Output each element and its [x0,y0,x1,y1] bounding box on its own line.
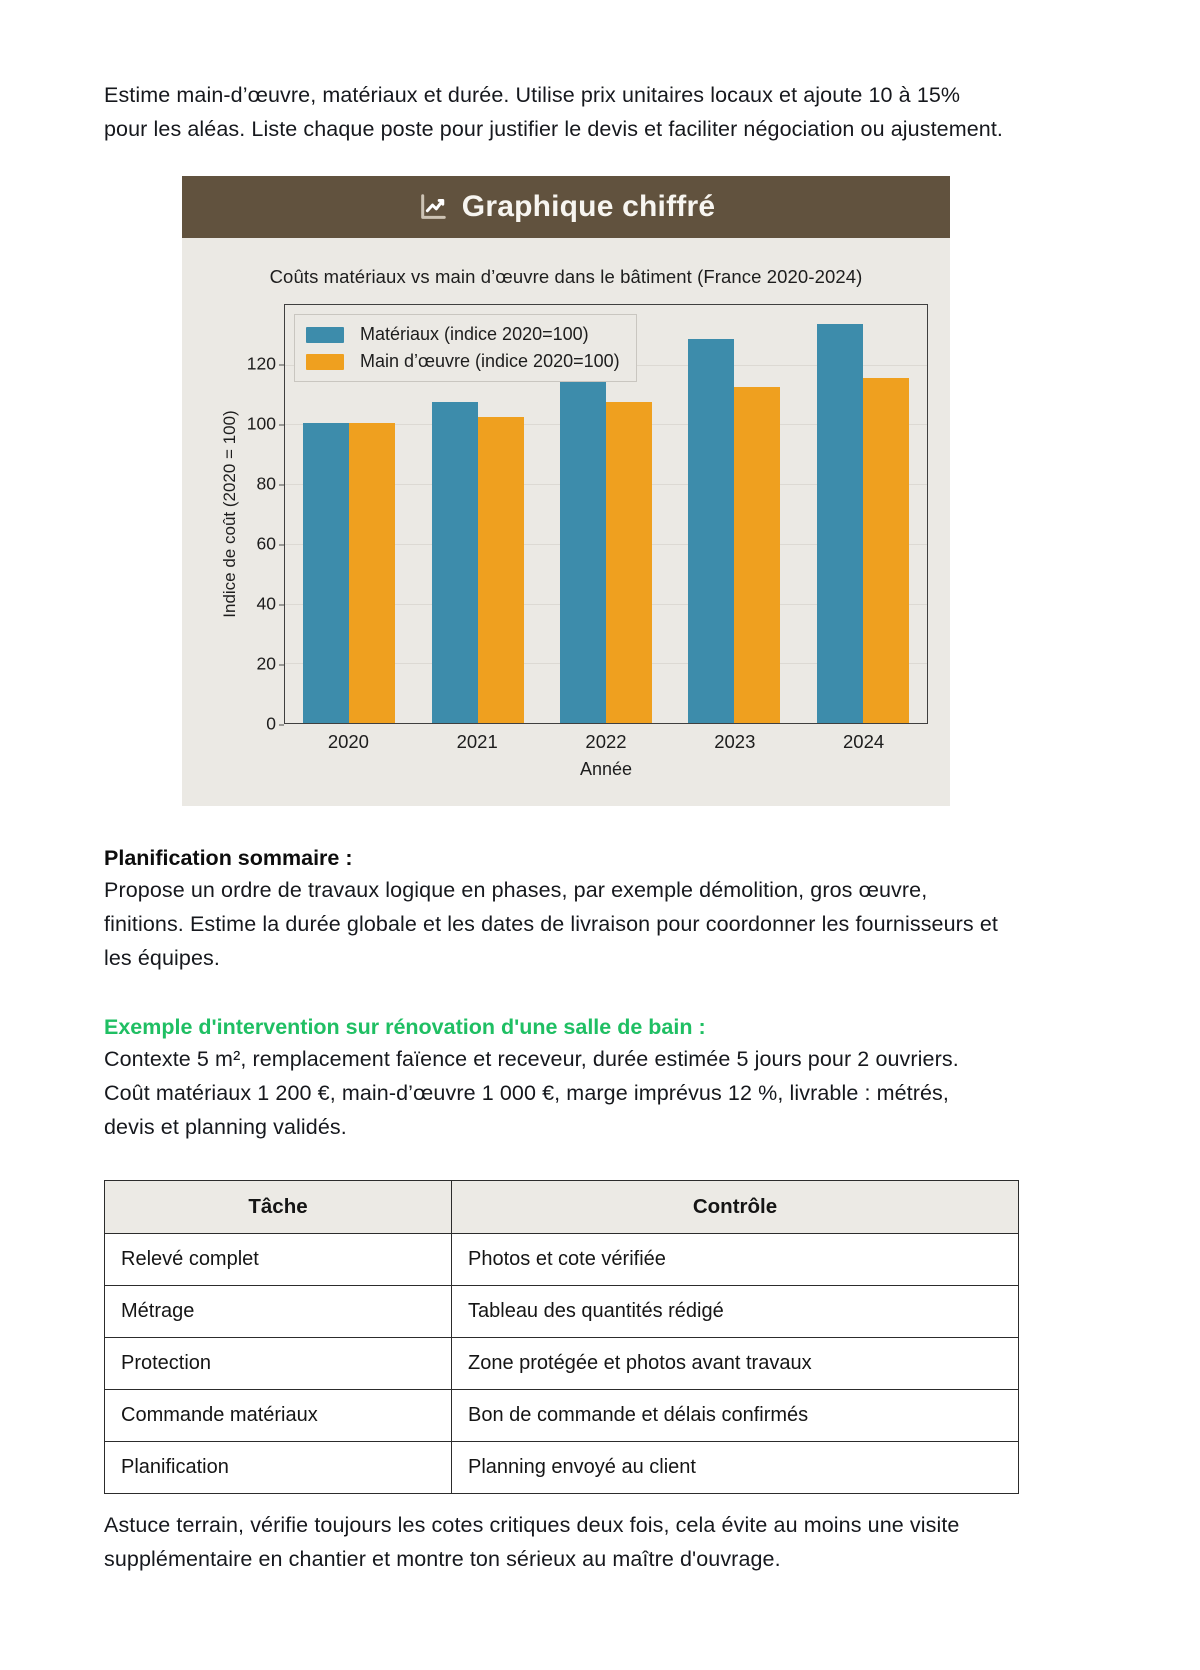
y-axis-label-wrap [204,304,238,724]
cell-tache: Planification [105,1442,452,1494]
intro-paragraph: Estime main-d’œuvre, matériaux et durée. Utilise prix unitaires locaux et ajoute 10 à 15% pour les aléas. Liste chaque poste pour justifier le devis et faciliter négociation ou ajustement. [104,83,1003,141]
bar-main-doeuvre-2023 [734,387,780,723]
plot-area [204,304,928,734]
x-tick-2024: 2024 [843,731,885,752]
bar-main-doeuvre-2021 [478,417,524,723]
legend-label-main-doeuvre: Main d’œuvre (indice 2020=100) [360,351,620,371]
legend-swatch-materiaux [306,327,344,343]
y-tick-20: 20 [256,653,276,674]
cell-controle: Planning envoyé au client [452,1442,1019,1494]
y-tick-80: 80 [256,473,276,494]
x-axis-ticks [284,731,928,753]
table-row [105,1442,1019,1494]
bar-main-doeuvre-2020 [349,423,395,723]
bar-materiaux-2023 [688,339,734,723]
planification-body: Propose un ordre de travaux logique en phases, par exemple démolition, gros œuvre, finitions. Estime la durée globale et les dates de livraison pour coordonner les fournisseurs et les équipes. [104,878,998,970]
chart-title: Coûts matériaux vs main d’œuvre dans le bâtiment (France 2020-2024) [269,266,863,287]
bar-materiaux-2021 [432,402,478,723]
chart-card-title: Graphique chiffré [461,190,716,223]
bar-group-2023 [677,305,793,723]
y-tick-60: 60 [256,533,276,554]
bar-materiaux-2024 [817,324,863,723]
bar-group-2024 [805,305,921,723]
cell-tache: Relevé complet [105,1234,452,1286]
cell-controle: Tableau des quantités rédigé [452,1286,1019,1338]
legend-item-materiaux [306,324,620,345]
table-row [105,1234,1019,1286]
plot-canvas [284,304,928,724]
bar-main-doeuvre-2024 [863,378,909,723]
x-tick-2021: 2021 [456,731,498,752]
table-header-tache: Tâche [105,1181,452,1234]
table-row [105,1390,1019,1442]
cell-controle: Bon de commande et délais confirmés [452,1390,1019,1442]
table-header-row [105,1181,1019,1234]
table-header-controle: Contrôle [452,1181,1019,1234]
x-axis-label: Année [579,759,633,779]
legend-label-materiaux: Matériaux (indice 2020=100) [360,324,589,344]
cell-controle: Photos et cote vérifiée [452,1234,1019,1286]
y-tick-100: 100 [246,413,276,434]
x-tick-2023: 2023 [714,731,756,752]
cell-tache: Commande matériaux [105,1390,452,1442]
x-tick-2022: 2022 [585,731,627,752]
table-row [105,1338,1019,1390]
bar-materiaux-2022 [560,381,606,723]
y-axis-ticks [238,304,284,734]
planification-heading: Planification sommaire : [104,846,353,870]
outro-paragraph: Astuce terrain, vérifie toujours les cotes critiques deux fois, cela évite au moins une visite supplémentaire en chantier et montre ton sérieux au maître d'ouvrage. [104,1513,960,1571]
tasks-table [104,1180,1019,1494]
bar-materiaux-2020 [303,423,349,723]
y-axis-label: Indice de coût (2020 = 100) [220,410,239,618]
bar-main-doeuvre-2022 [606,402,652,723]
cell-tache: Métrage [105,1286,452,1338]
chart-card [182,176,950,806]
table-body [105,1234,1019,1494]
exemple-body: Contexte 5 m², remplacement faïence et receveur, durée estimée 5 jours pour 2 ouvriers. Coût matériaux 1 200 €, main-d’œuvre 1 000 €, marge imprévus 12 %, livrable : métrés, devis et planning validés. [104,1047,959,1139]
x-tick-2020: 2020 [327,731,369,752]
chart-legend [294,314,637,382]
chart-card-header [182,176,950,238]
table-row [105,1286,1019,1338]
legend-swatch-main-doeuvre [306,354,344,370]
chart-body [182,238,950,806]
cell-controle: Zone protégée et photos avant travaux [452,1338,1019,1390]
exemple-section [104,1015,1096,1144]
legend-item-main-doeuvre [306,351,620,372]
y-tick-0: 0 [266,713,276,734]
y-tick-120: 120 [246,353,276,374]
planification-section [104,846,1096,975]
cell-tache: Protection [105,1338,452,1390]
exemple-heading: Exemple d'intervention sur rénovation d'une salle de bain : [104,1015,706,1039]
y-tick-40: 40 [256,593,276,614]
line-chart-icon [417,191,449,223]
